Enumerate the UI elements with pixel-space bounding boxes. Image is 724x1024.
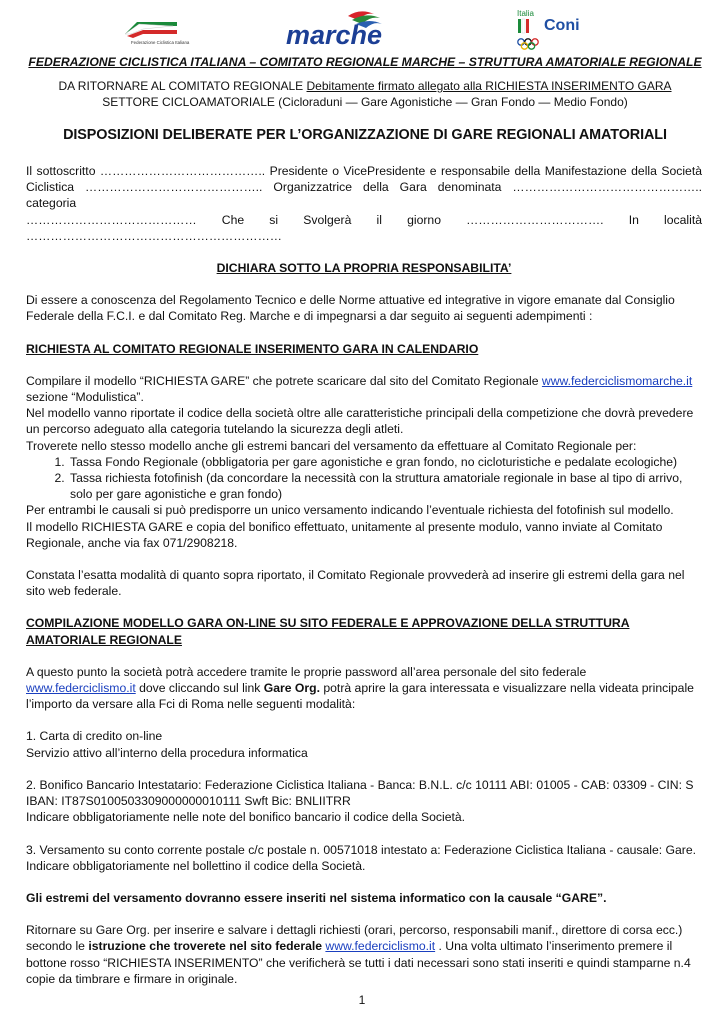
section1-p4: Per entrambi le causali si può predisporre un unico versamento indicando l’eventuale richiesta del fotofinish sul modello. <box>26 503 674 518</box>
list-item: 2. Tassa richiesta fotofinish (da concordare la necessità con la struttura amatoriale regionale in base al tipo di arrivo, solo per gare agonistiche e gran fondo) <box>68 470 702 502</box>
coni-text: Coni <box>544 17 580 34</box>
section1-p1-text: Compilare il modello “RICHIESTA GARE” che potrete scaricare dal sito del Comitato Regionale <box>26 373 542 388</box>
section2-heading: COMPILAZIONE MODELLO GARA ON-LINE SU SITO FEDERALE E APPROVAZIONE DELLA STRUTTURA AMATORIALE REGIONALE <box>26 616 630 647</box>
document-body <box>26 163 702 987</box>
header-sub-underlined: Debitamente firmato allegato alla RICHIESTA INSERIMENTO GARA <box>306 79 672 93</box>
section1-p5: Il modello RICHIESTA GARE e copia del bonifico effettuato, unitamente al presente modulo, vanno inviate al Comitato Regionale, anche via fax 071/2908218. <box>26 519 663 550</box>
marche-logo-text: marche <box>286 20 383 50</box>
gare-org-label: Gare Org. <box>263 681 320 696</box>
method2-note: Indicare obbligatoriamente nelle note del bonifico bancario il codice della Società. <box>26 810 466 825</box>
section1-list <box>26 454 702 503</box>
final-text: Ritornare su Gare Org. per inserire e salvare i dettagli richiesti (orari, percorso, responsabili manif., direttore di corsa ecc.) secondo le <box>26 923 683 954</box>
section1-p6: Constata l’esatta modalità di quanto sopra riportato, il Comitato Regionale provvederà ad inserire gli estremi della gara nel sito web federale. <box>26 568 685 599</box>
method1-text: Servizio attivo all’interno della procedura informatica <box>26 745 308 760</box>
declaration-heading: DICHIARA SOTTO LA PROPRIA RESPONSABILITA’ <box>216 261 512 276</box>
federciclismo-link-2[interactable]: www.federciclismo.it <box>325 939 436 954</box>
method3-title: 3. Versamento su conto corrente postale c/c postale n. 00571018 intestato a: Federazione Ciclistica Italiana - causale: Gare. <box>26 842 697 857</box>
logo-row <box>0 6 724 52</box>
method1-title: 1. Carta di credito on-line <box>26 729 163 744</box>
form-line-3: …………………………………… Che si Svolgerà il giorno ……………………………. In località ……………………………………………………… <box>26 212 702 243</box>
form-line-1: Il sottoscritto ………………………………….. Presidente o VicePresidente e responsabile della Manifestazione della Società <box>26 164 702 178</box>
section2-p1-text: A questo punto la società potrà accedere tramite le proprie password all’area personale del sito federale <box>26 664 587 679</box>
section2-p1-mid: dove cliccando sul link <box>135 681 264 696</box>
method2-iban: IBAN: IT87S0100503309000000010111 Swft Bic: BNLIITRR <box>26 794 351 809</box>
section1-p3: Troverete nello stesso modello anche gli estremi bancari del versamento da effettuare al Comitato Regionale per: <box>26 438 637 453</box>
header-sub-prefix: DA RITORNARE AL COMITATO REGIONALE <box>58 79 307 93</box>
header-title: FEDERAZIONE CICLISTICA ITALIANA – COMITATO REGIONALE MARCHE – STRUTTURA AMATORIALE REGIONALE <box>28 55 702 69</box>
olympic-rings-icon <box>518 39 538 49</box>
page-number: 1 <box>358 993 366 1007</box>
main-title: DISPOSIZIONI DELIBERATE PER L’ORGANIZZAZIONE DI GARE REGIONALI AMATORIALI <box>63 127 667 143</box>
section1-heading: RICHIESTA AL COMITATO REGIONALE INSERIMENTO GARA IN CALENDARIO <box>26 341 479 356</box>
final-paragraph <box>26 922 702 987</box>
method2-title: 2. Bonifico Bancario Intestatario: Federazione Ciclistica Italiana - Banca: B.N.L. c/c 10111 ABI: 01005 - CAB: 03309 - CIN: S <box>26 777 694 792</box>
section2-p1 <box>26 664 702 713</box>
method3-note: Indicare obbligatoriamente nel bollettino il codice della Società. <box>26 858 366 873</box>
federciclismo-link[interactable]: www.federciclismo.it <box>26 681 136 696</box>
section1-p1-suffix: sezione “Modulistica”. <box>26 390 144 405</box>
header-subtitle <box>25 78 705 110</box>
section1-p1 <box>26 373 702 405</box>
section1-p2: Nel modello vanno riportate il codice della società oltre alle caratteristiche principali della competizione che dovrà prevedere un percorso adeguato alla categoria tutelando la sicurezza degli atleti. <box>26 406 694 437</box>
coni-logo <box>512 6 592 56</box>
coni-italia-text: Italia <box>517 9 534 18</box>
federciclismomarche-link[interactable]: www.federciclismomarche.it <box>541 373 693 388</box>
marche-logo <box>282 8 396 52</box>
fci-logo <box>117 12 190 46</box>
fci-logo-text: Federazione Ciclistica Italiana <box>131 40 190 45</box>
final-bold-text: istruzione che troverete nel sito federale <box>88 939 323 954</box>
header-sub-line2: SETTORE CICLOAMATORIALE (Cicloraduni — Gare Agonistiche — Gran Fondo — Medio Fondo) <box>102 95 628 109</box>
declaration-text: Di essere a conoscenza del Regolamento Tecnico e delle Norme attuative ed integrative in vigore emanate dal Consiglio Federale della F.C.I. e dal Comitato Reg. Marche e di impegnarsi a dar seguito ai seguenti adempimenti : <box>26 293 675 324</box>
list-item: 1. Tassa Fondo Regionale (obbligatoria per gare agonistiche e gran fondo, no cicloturistiche e pedalate ecologiche) <box>68 454 702 470</box>
form-line-2: Ciclistica …………………………………….. Organizzatrice della Gara denominata ……………………………………….. categoria <box>26 180 702 211</box>
section2-p1-suffix: potrà aprire la gara interessata e visualizzare nella videata principale l’importo da versare alla Fci di Roma nelle seguenti modalità: <box>26 681 694 712</box>
payment-bold-note: Gli estremi del versamento dovranno essere inseriti nel sistema informatico con la causale “GARE”. <box>26 890 607 905</box>
final-suffix: . Una volta ultimato l’inserimento premere il bottone rosso “RICHIESTA INSERIMENTO” che verificherà se tutti i dati necessari sono stati inseriti e quindi stamparne n.4 copie da timbrare e firmare in originale. <box>26 939 691 986</box>
